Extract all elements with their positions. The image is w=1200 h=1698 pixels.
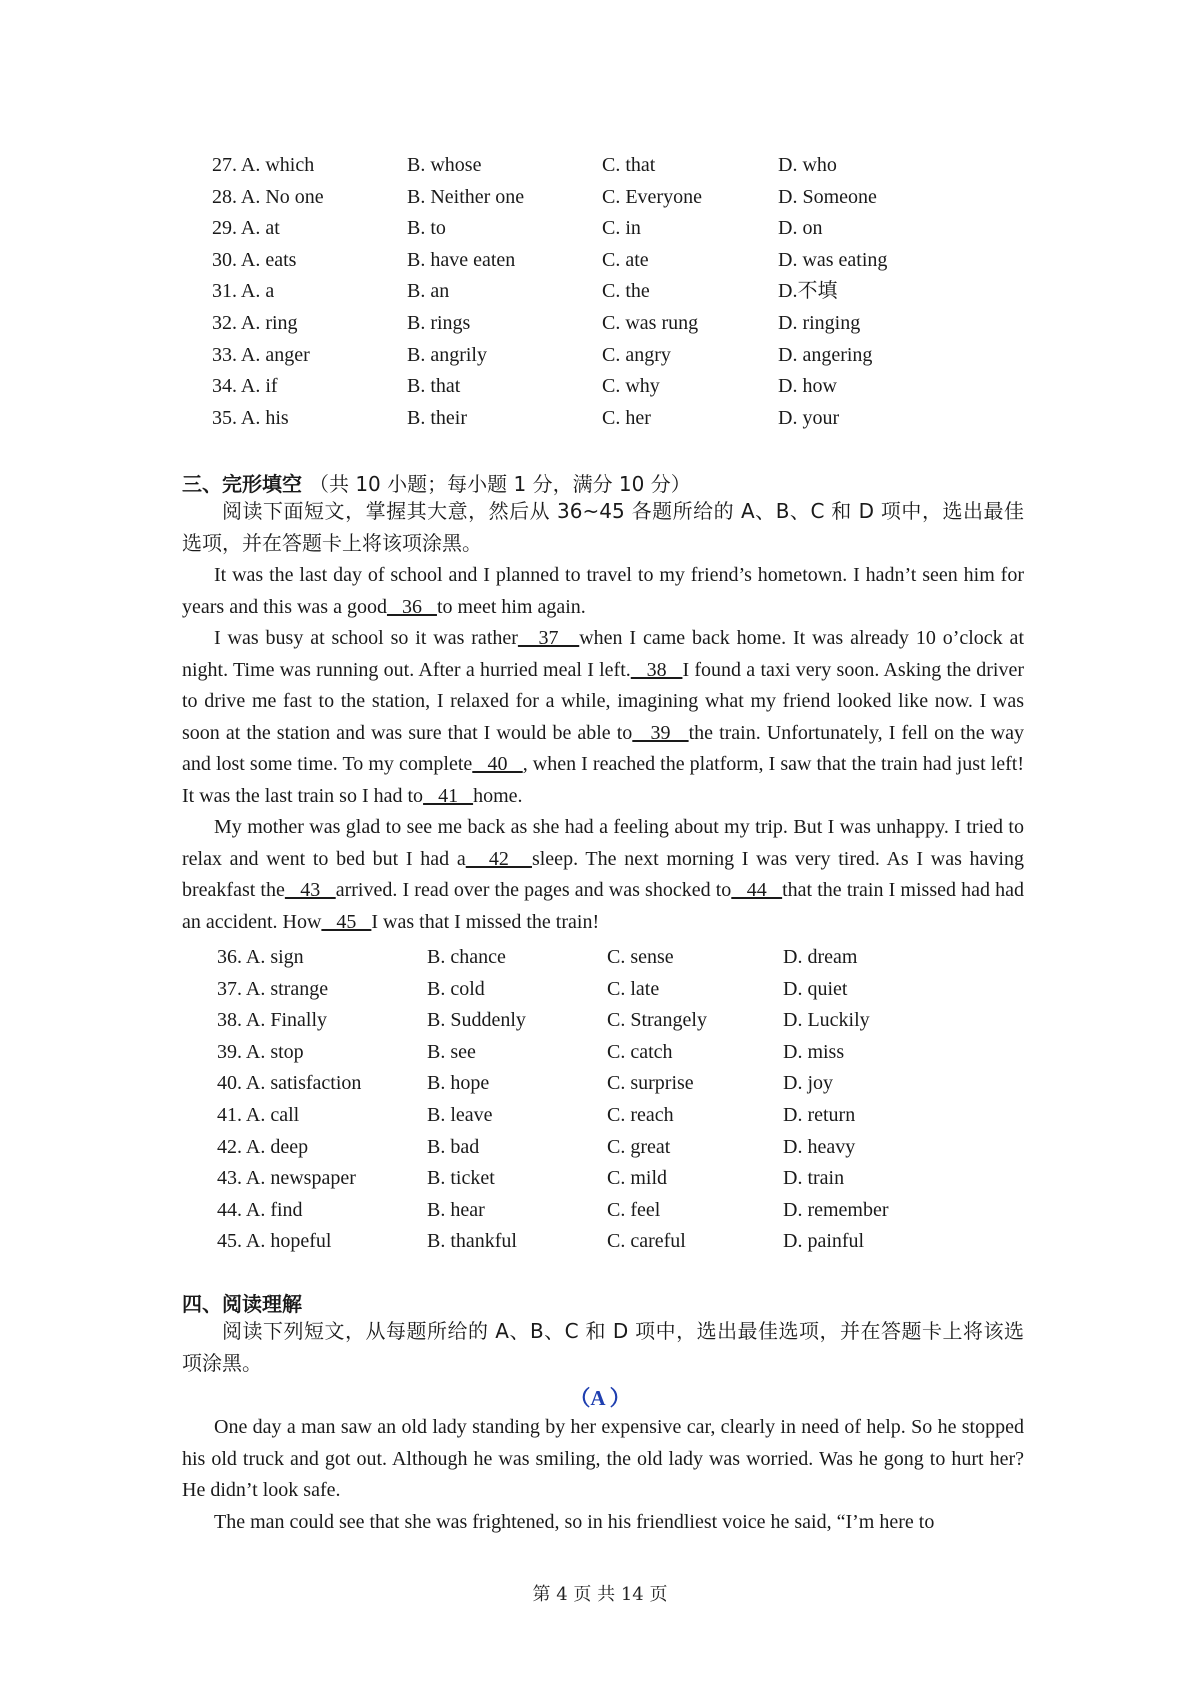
option-d: D. how — [778, 375, 837, 398]
reading-paragraph-1: One day a man saw an old lady standing by her expensive car, clearly in need of help. So he stopped his old truck and got out. Although he was smiling, the old lady was worried. Was he gong to hurt her? He didn’t look safe. — [182, 1416, 1024, 1502]
option-d: D. joy — [783, 1072, 833, 1095]
option-b: B. whose — [407, 154, 482, 176]
blank-42: 42 — [465, 847, 532, 870]
option-d: D. Someone — [778, 185, 877, 208]
page-footer: 第 4 页 共 14 页 — [532, 1584, 668, 1605]
option-a: 30. A. eats — [212, 248, 297, 271]
option-a: 33. A. anger — [212, 343, 310, 366]
passage-text: I found a taxi very soon. Asking the driver to drive me fast to the station, I relaxed for a while, imagining what my friend looked like now. I was soon at the station and was sure that I would be able to — [182, 658, 1025, 744]
option-c: C. surprise — [607, 1072, 694, 1095]
passage-text: My mother was glad to see me back as she had a feeling about my trip. But I was unhappy. I tried to relax and went to bed but I had a — [182, 816, 1024, 870]
option-d: D. was eating — [778, 248, 888, 271]
blank-44: 44 — [731, 879, 783, 902]
option-b: B. Neither one — [407, 185, 525, 208]
option-b: B. that — [407, 375, 461, 398]
option-a: 34. A. if — [212, 375, 278, 398]
option-c: C. sense — [607, 946, 674, 968]
option-a: 32. A. ring — [212, 311, 298, 334]
option-b: B. ticket — [427, 1167, 495, 1190]
option-d: D. miss — [783, 1040, 845, 1063]
option-b: B. see — [427, 1040, 476, 1063]
option-a: 27. A. which — [212, 154, 315, 176]
option-c: C. reach — [607, 1103, 674, 1126]
section4-heading — [182, 1288, 302, 1317]
option-b: B. hope — [427, 1072, 490, 1095]
option-b: B. hear — [427, 1198, 485, 1221]
blank-43: 43 — [284, 879, 336, 902]
section4-instruction: 阅读下列短文，从每题所给的 A、B、C 和 D 项中，选出最佳选项，并在答题卡上将该选项涂黑。 — [182, 1319, 1024, 1375]
option-a: 40. A. satisfaction — [217, 1072, 362, 1095]
option-b: B. Suddenly — [427, 1009, 526, 1032]
option-a: 43. A. newspaper — [217, 1167, 356, 1190]
section3-note: （共 10 小题；每小题 1 分，满分 10 分） — [308, 472, 691, 496]
section3-heading — [182, 468, 691, 497]
passage-text: the train. Unfortunately, I fell on the way and lost some time. To my complete — [182, 721, 1025, 776]
passage-text: I was busy at school so it was rather — [214, 627, 518, 649]
option-a: 29. A. at — [212, 217, 280, 240]
blank-39: 39 — [632, 721, 689, 744]
section3-instruction: 阅读下面短文，掌握其大意，然后从 36~45 各题所给的 A、B、C 和 D 项中，选出最佳选项，并在答题卡上将该项涂黑。 — [182, 499, 1024, 555]
option-a: 39. A. stop — [217, 1040, 304, 1063]
option-c: C. ate — [602, 248, 649, 271]
option-c: C. late — [607, 977, 660, 1000]
option-d: D. remember — [783, 1198, 889, 1221]
option-a: 28. A. No one — [212, 185, 324, 208]
option-a: 36. A. sign — [217, 946, 304, 968]
option-c: C. her — [602, 406, 651, 429]
option-b: B. leave — [427, 1103, 493, 1126]
passage-text: when I came back home. It was already 10 o’clock at night. Time was running out. After a hurried meal I left. — [182, 627, 1024, 681]
option-c: C. Everyone — [602, 185, 702, 208]
option-a: 37. A. strange — [217, 977, 329, 1000]
option-d: D. dream — [783, 946, 858, 968]
option-c: C. feel — [607, 1198, 661, 1221]
passage-text: I was that I missed the train! — [371, 910, 600, 933]
option-c: C. was rung — [602, 311, 699, 334]
option-b: B. have eaten — [407, 248, 516, 271]
blank-38: 38 — [630, 658, 683, 681]
option-b: B. an — [407, 280, 450, 303]
option-d: D. ringing — [778, 311, 861, 334]
passage-text: to meet him again. — [436, 595, 586, 618]
option-a: 38. A. Finally — [217, 1009, 328, 1032]
passage-a-title: （A ） — [569, 1386, 631, 1410]
option-d: D. your — [778, 406, 840, 429]
option-d: D. painful — [783, 1230, 865, 1253]
option-c: C. mild — [607, 1167, 668, 1190]
passage-text: home. — [473, 784, 523, 807]
section4-title: 四、阅读理解 — [182, 1292, 302, 1316]
blank-37: 37 — [517, 627, 580, 649]
blank-36: 36 — [386, 595, 437, 618]
passage-text: arrived. I read over the pages and was shocked to — [335, 879, 732, 902]
option-a: 31. A. a — [212, 280, 275, 303]
passage-text: that the train I missed had had an accident. How — [182, 879, 1025, 933]
passage-paragraph-1 — [182, 560, 1024, 623]
option-d: D. on — [778, 217, 823, 240]
passage-paragraph-3 — [182, 812, 1024, 938]
option-d: D. train — [783, 1167, 845, 1190]
blank-41: 41 — [423, 784, 474, 807]
option-a: 44. A. find — [217, 1198, 303, 1221]
option-b: B. bad — [427, 1135, 480, 1158]
option-c: C. that — [602, 154, 656, 176]
option-c: C. the — [602, 280, 650, 303]
section3-title: 三、完形填空 — [182, 472, 302, 496]
option-d: D. angering — [778, 343, 873, 366]
option-b: B. rings — [407, 311, 471, 334]
option-c: C. in — [602, 217, 641, 240]
passage-text: sleep. The next morning I was very tired. As I was having breakfast the — [182, 847, 1024, 902]
reading-paragraph-2: The man could see that she was frightened, so in his friendliest voice he said, “I’m here to — [214, 1511, 935, 1533]
passage-text: , when I reached the platform, I saw that the train had just left! It was the last train so I had to — [182, 753, 1025, 807]
option-d: D. Luckily — [783, 1009, 870, 1032]
option-b: B. cold — [427, 977, 485, 1000]
blank-45: 45 — [321, 910, 372, 933]
option-a: 42. A. deep — [217, 1135, 309, 1158]
option-c: C. catch — [607, 1040, 673, 1063]
option-b: B. to — [407, 217, 446, 240]
option-b: B. angrily — [407, 343, 487, 366]
option-d: D. who — [778, 154, 837, 176]
blank-40: 40 — [472, 753, 523, 776]
option-c: C. angry — [602, 343, 671, 366]
option-d: D. return — [783, 1103, 856, 1126]
option-c: C. careful — [607, 1230, 686, 1253]
option-c: C. Strangely — [607, 1009, 707, 1032]
option-b: B. their — [407, 406, 467, 429]
option-b: B. chance — [427, 946, 506, 968]
option-b: B. thankful — [427, 1230, 517, 1253]
option-d: D. heavy — [783, 1135, 856, 1158]
option-d: D.不填 — [778, 280, 838, 303]
passage-paragraph-2 — [182, 623, 1024, 813]
option-c: C. great — [607, 1135, 671, 1158]
passage-text: It was the last day of school and I planned to travel to my friend’s hometown. I hadn’t seen him for years and this was a good — [182, 564, 1024, 618]
option-d: D. quiet — [783, 977, 848, 1000]
option-a: 45. A. hopeful — [217, 1230, 332, 1253]
option-a: 35. A. his — [212, 406, 289, 429]
option-a: 41. A. call — [217, 1103, 300, 1126]
option-c: C. why — [602, 375, 660, 398]
